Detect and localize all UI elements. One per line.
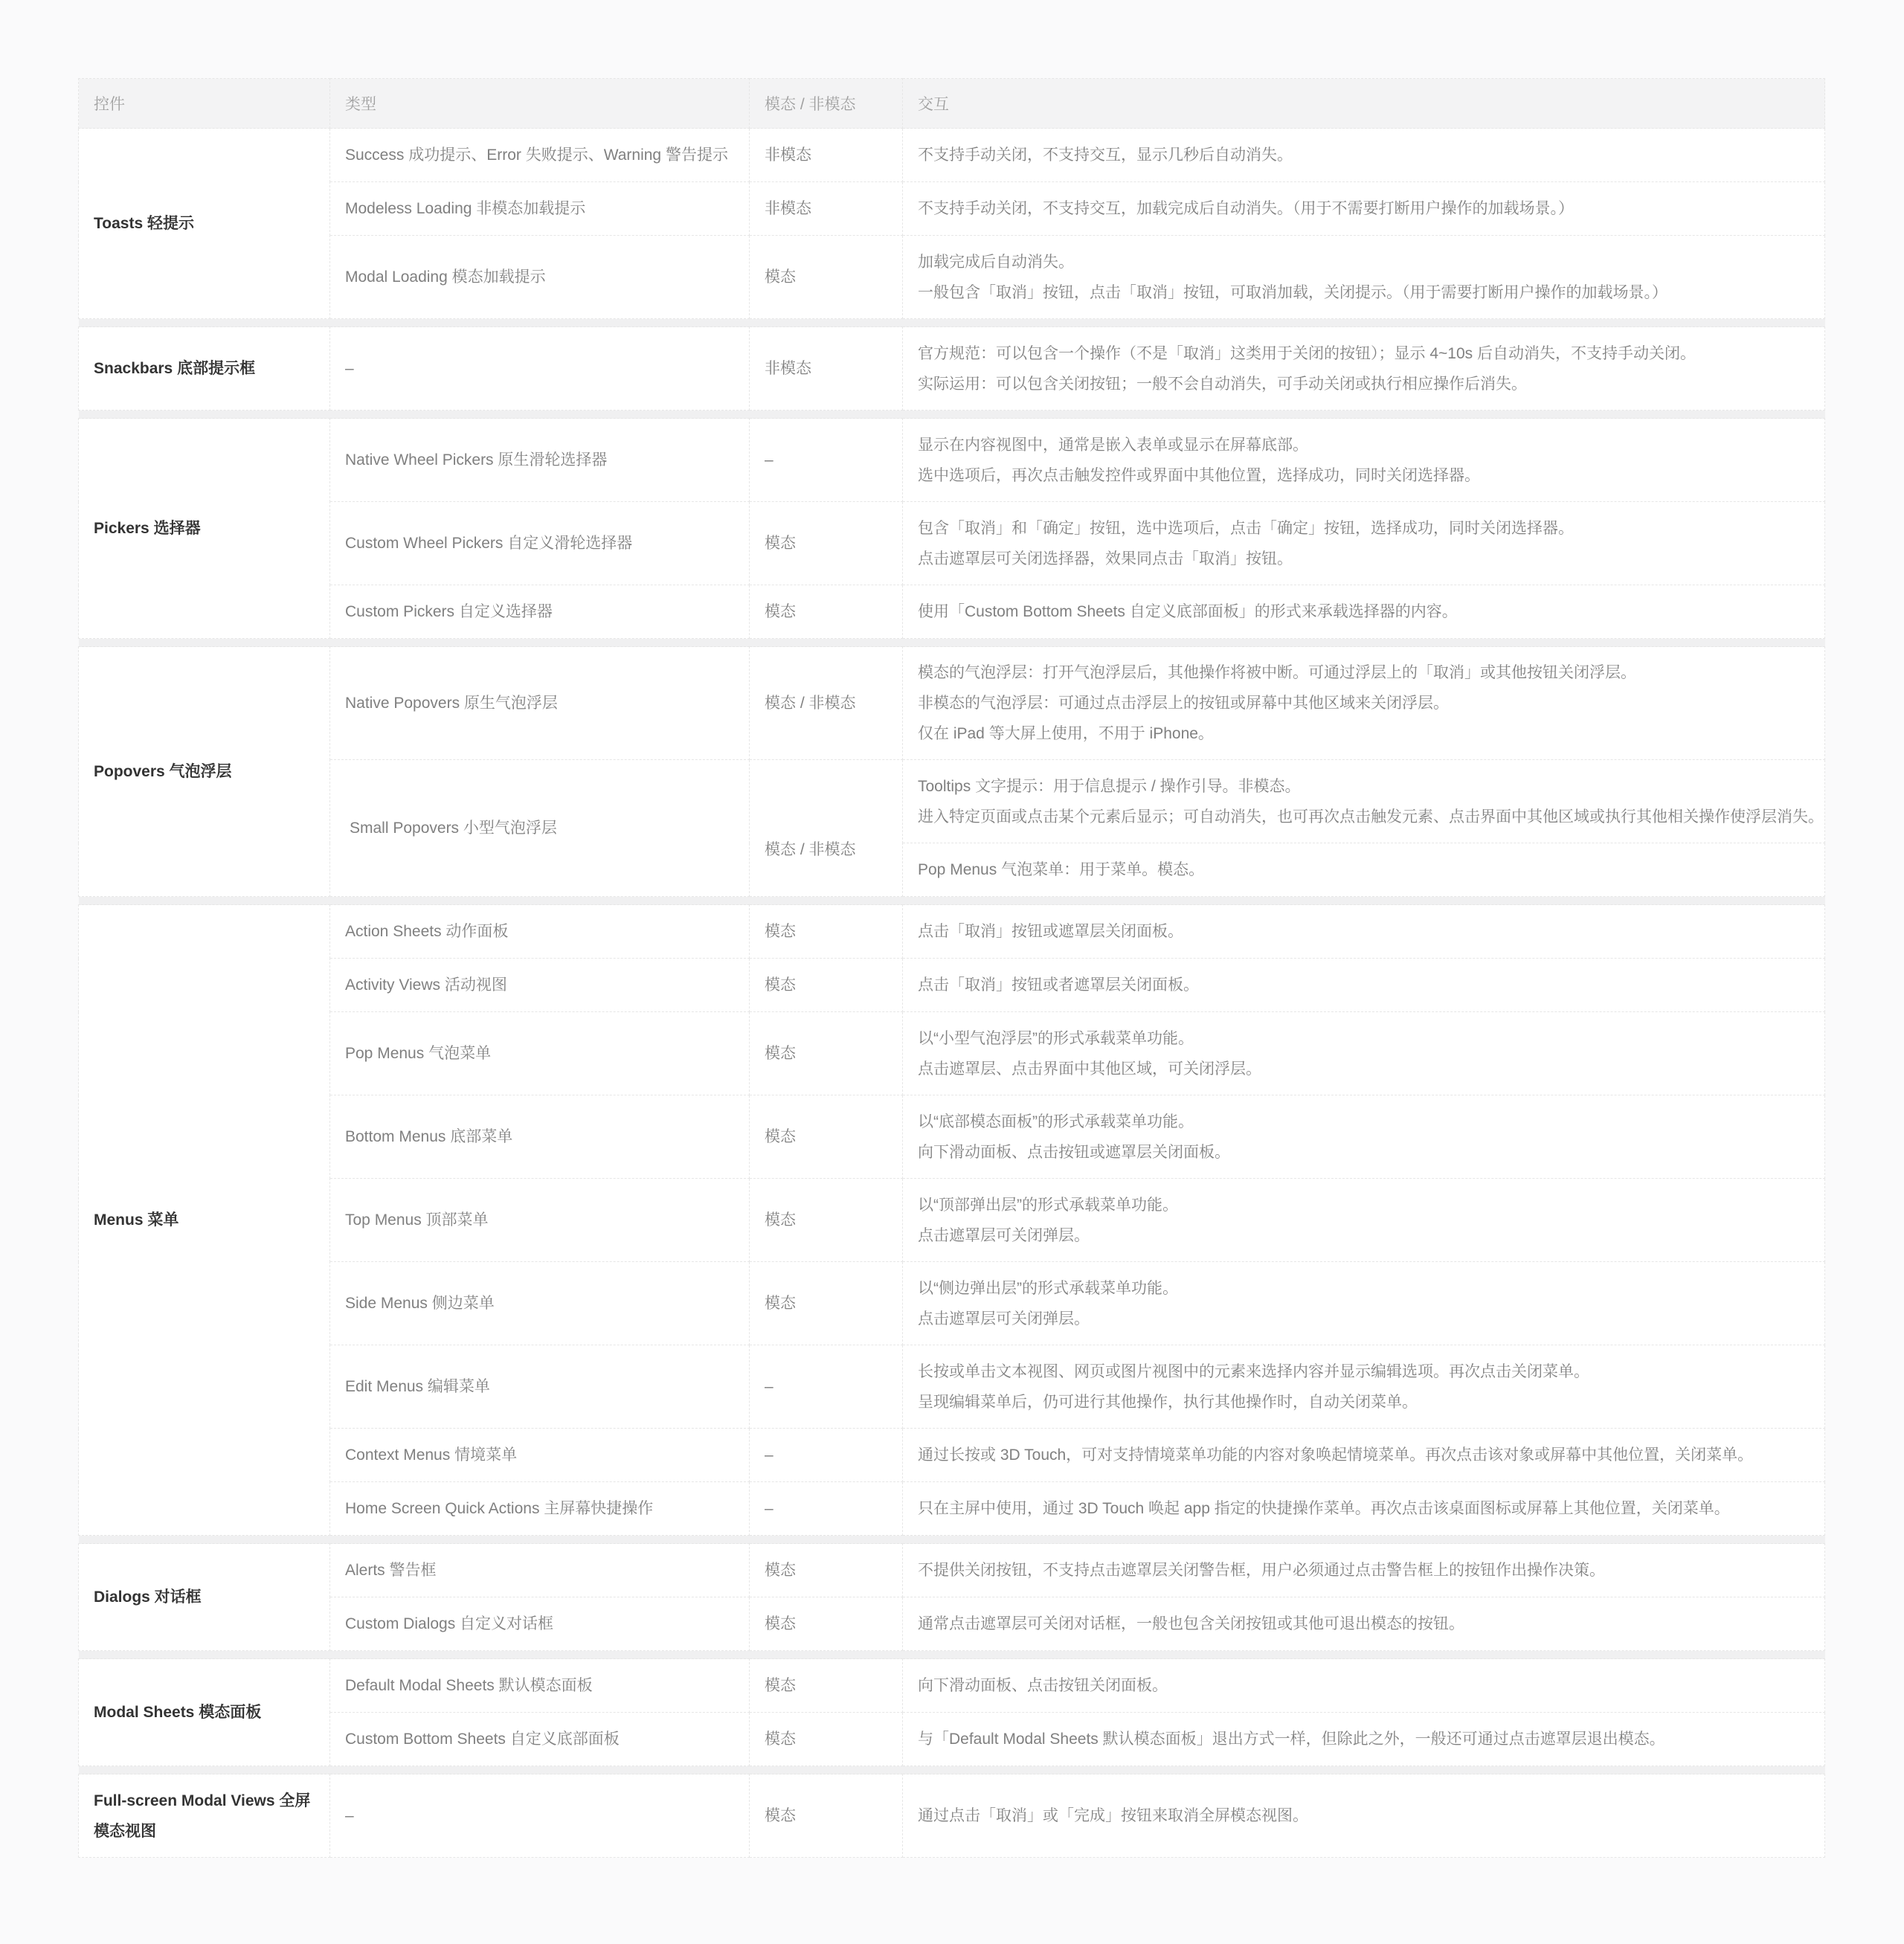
interaction-line: 进入特定页面或点击某个元素后显示；可自动消失，也可再次点击触发元素、点击界面中其他区域或执行其他相关操作使浮层消失。 <box>918 808 1824 825</box>
modality-cell: – <box>750 1429 903 1482</box>
modality-cell: 模态 <box>750 959 903 1012</box>
table-row <box>79 1345 1825 1429</box>
control-name-cell: Popovers 气泡浮层 <box>79 647 330 897</box>
type-cell: Context Menus 情境菜单 <box>330 1429 750 1482</box>
interaction-line: 非模态的气泡浮层：可通过点击浮层上的按钮或屏幕中其他区域来关闭浮层。 <box>918 695 1449 712</box>
type-cell: Pop Menus 气泡菜单 <box>330 1012 750 1095</box>
header-modality: 模态 / 非模态 <box>750 79 903 129</box>
table-row <box>79 502 1825 585</box>
control-name-cell: Full-screen Modal Views 全屏模态视图 <box>79 1774 330 1858</box>
interaction-cell <box>903 1345 1825 1429</box>
type-cell: Modal Loading 模态加载提示 <box>330 236 750 319</box>
modality-cell: – <box>750 1345 903 1429</box>
control-name-cell: Snackbars 底部提示框 <box>79 327 330 411</box>
type-cell: Edit Menus 编辑菜单 <box>330 1345 750 1429</box>
type-cell: Custom Wheel Pickers 自定义滑轮选择器 <box>330 502 750 585</box>
modality-cell: 模态 <box>750 1179 903 1262</box>
group-separator-cell <box>79 897 1825 905</box>
interaction-line: 以“侧边弹出层”的形式承载菜单功能。 <box>918 1279 1178 1297</box>
table-header-row <box>79 79 1825 129</box>
table-row <box>79 585 1825 639</box>
modality-cell: 模态 <box>750 1544 903 1597</box>
type-cell: Native Wheel Pickers 原生滑轮选择器 <box>330 419 750 502</box>
header-control: 控件 <box>79 79 330 129</box>
interaction-cell <box>903 327 1825 411</box>
interaction-line: 使用「Custom Bottom Sheets 自定义底部面板」的形式来承载选择器的内容。 <box>918 603 1458 620</box>
modality-cell: – <box>750 419 903 502</box>
interaction-line: 点击遮罩层可关闭弹层。 <box>918 1226 1090 1244</box>
group-separator-cell <box>79 1651 1825 1659</box>
interaction-line: 不支持手动关闭，不支持交互，显示几秒后自动消失。 <box>918 147 1293 164</box>
interaction-line: Tooltips 文字提示：用于信息提示 / 操作引导。非模态。 <box>918 777 1301 795</box>
group-separator <box>79 1536 1825 1544</box>
interaction-line: 官方规范：可以包含一个操作（不是「取消」这类用于关闭的按钮）；显示 4~10s 后自动消失，不支持手动关闭。 <box>918 344 1696 362</box>
interaction-line: 与「Default Modal Sheets 默认模态面板」退出方式一样，但除此之外，一般还可通过点击遮罩层退出模态。 <box>918 1731 1665 1748</box>
interaction-line: 向下滑动面板、点击按钮或遮罩层关闭面板。 <box>918 1143 1230 1161</box>
header-type: 类型 <box>330 79 750 129</box>
type-cell: Home Screen Quick Actions 主屏幕快捷操作 <box>330 1482 750 1536</box>
table-row <box>79 760 1825 843</box>
table-row <box>79 1659 1825 1713</box>
interaction-line: 不提供关闭按钮，不支持点击遮罩层关闭警告框，用户必须通过点击警告框上的按钮作出操作决策。 <box>918 1562 1605 1579</box>
interaction-cell <box>903 1179 1825 1262</box>
modality-cell: 模态 <box>750 905 903 959</box>
interaction-line: 点击遮罩层可关闭选择器，效果同点击「取消」按钮。 <box>918 550 1293 567</box>
table-row <box>79 129 1825 182</box>
interaction-line: 点击「取消」按钮或者遮罩层关闭面板。 <box>918 976 1199 994</box>
group-separator <box>79 897 1825 905</box>
group-separator <box>79 411 1825 419</box>
interaction-cell <box>903 843 1825 897</box>
table-row <box>79 182 1825 236</box>
interaction-cell <box>903 760 1825 843</box>
ui-controls-table <box>78 78 1825 1858</box>
modality-cell: 模态 <box>750 502 903 585</box>
type-cell: Small Popovers 小型气泡浮层 <box>330 760 750 897</box>
type-cell: Activity Views 活动视图 <box>330 959 750 1012</box>
interaction-cell <box>903 236 1825 319</box>
modality-cell: 模态 <box>750 1774 903 1858</box>
interaction-cell <box>903 959 1825 1012</box>
interaction-cell <box>903 1262 1825 1345</box>
control-name-cell: Pickers 选择器 <box>79 419 330 639</box>
type-cell: Custom Bottom Sheets 自定义底部面板 <box>330 1713 750 1766</box>
interaction-cell <box>903 502 1825 585</box>
modality-cell: 模态 <box>750 1713 903 1766</box>
table-row <box>79 327 1825 411</box>
interaction-line: 不支持手动关闭，不支持交互，加载完成后自动消失。（用于不需要打断用户操作的加载场景。） <box>918 200 1574 217</box>
interaction-line: 一般包含「取消」按钮，点击「取消」按钮，可取消加载，关闭提示。（用于需要打断用户操作的加载场景。） <box>918 283 1667 301</box>
interaction-line: 通过长按或 3D Touch，可对支持情境菜单功能的内容对象唤起情境菜单。再次点击该对象或屏幕中其他位置，关闭菜单。 <box>918 1446 1754 1464</box>
type-cell: Modeless Loading 非模态加载提示 <box>330 182 750 236</box>
modality-cell: 模态 / 非模态 <box>750 647 903 760</box>
interaction-line: 长按或单击文本视图、网页或图片视图中的元素来选择内容并显示编辑选项。再次点击关闭菜单。 <box>918 1362 1589 1380</box>
interaction-line: 以“小型气泡浮层”的形式承载菜单功能。 <box>918 1029 1194 1047</box>
group-separator-cell <box>79 411 1825 419</box>
modality-cell: 模态 <box>750 585 903 639</box>
interaction-line: 点击遮罩层、点击界面中其他区域，可关闭浮层。 <box>918 1060 1261 1078</box>
table-body <box>79 129 1825 1858</box>
modality-cell: 非模态 <box>750 129 903 182</box>
table-row <box>79 1482 1825 1536</box>
control-name-cell: Dialogs 对话框 <box>79 1544 330 1651</box>
interaction-line: 点击遮罩层可关闭弹层。 <box>918 1310 1090 1327</box>
group-separator-cell <box>79 319 1825 327</box>
interaction-cell <box>903 647 1825 760</box>
table-row <box>79 1774 1825 1858</box>
modality-cell: 模态 / 非模态 <box>750 760 903 897</box>
modality-cell: 非模态 <box>750 182 903 236</box>
group-separator <box>79 639 1825 647</box>
modality-cell: 模态 <box>750 1012 903 1095</box>
control-name-cell: Toasts 轻提示 <box>79 129 330 319</box>
table-row <box>79 1544 1825 1597</box>
interaction-cell <box>903 1713 1825 1766</box>
interaction-cell <box>903 182 1825 236</box>
interaction-cell <box>903 1095 1825 1179</box>
header-interaction: 交互 <box>903 79 1825 129</box>
control-name-cell: Modal Sheets 模态面板 <box>79 1659 330 1766</box>
table-row <box>79 647 1825 760</box>
interaction-cell <box>903 1659 1825 1713</box>
type-cell: Native Popovers 原生气泡浮层 <box>330 647 750 760</box>
interaction-line: 通常点击遮罩层可关闭对话框，一般也包含关闭按钮或其他可退出模态的按钮。 <box>918 1615 1464 1632</box>
table-row <box>79 1095 1825 1179</box>
interaction-cell <box>903 905 1825 959</box>
interaction-line: 显示在内容视图中，通常是嵌入表单或显示在屏幕底部。 <box>918 436 1308 454</box>
type-cell: Top Menus 顶部菜单 <box>330 1179 750 1262</box>
interaction-cell <box>903 1597 1825 1651</box>
interaction-line: 实际运用：可以包含关闭按钮；一般不会自动消失，可手动关闭或执行相应操作后消失。 <box>918 375 1527 393</box>
interaction-line: 模态的气泡浮层：打开气泡浮层后，其他操作将被中断。可通过浮层上的「取消」或其他按钮关闭浮层。 <box>918 664 1636 681</box>
type-cell: Success 成功提示、Error 失败提示、Warning 警告提示 <box>330 129 750 182</box>
type-cell: Alerts 警告框 <box>330 1544 750 1597</box>
table-row <box>79 1179 1825 1262</box>
interaction-line: 以“顶部弹出层”的形式承载菜单功能。 <box>918 1196 1178 1214</box>
interaction-cell <box>903 1482 1825 1536</box>
group-separator <box>79 1766 1825 1774</box>
ui-controls-table-container <box>78 78 1824 1858</box>
interaction-cell <box>903 1429 1825 1482</box>
group-separator <box>79 1651 1825 1659</box>
group-separator-cell <box>79 1536 1825 1544</box>
type-cell: – <box>330 327 750 411</box>
interaction-cell <box>903 1544 1825 1597</box>
interaction-line: 向下滑动面板、点击按钮关闭面板。 <box>918 1677 1168 1694</box>
interaction-line: 以“底部模态面板”的形式承载菜单功能。 <box>918 1113 1194 1130</box>
group-separator <box>79 319 1825 327</box>
type-cell: Bottom Menus 底部菜单 <box>330 1095 750 1179</box>
modality-cell: 模态 <box>750 1597 903 1651</box>
control-name-cell: Menus 菜单 <box>79 905 330 1536</box>
interaction-line: 包含「取消」和「确定」按钮，选中选项后，点击「确定」按钮，选择成功，同时关闭选择器。 <box>918 519 1574 537</box>
interaction-cell <box>903 1774 1825 1858</box>
table-row <box>79 905 1825 959</box>
table-row <box>79 1429 1825 1482</box>
modality-cell: 模态 <box>750 1095 903 1179</box>
interaction-cell <box>903 585 1825 639</box>
type-cell: Side Menus 侧边菜单 <box>330 1262 750 1345</box>
interaction-line: 呈现编辑菜单后，仍可进行其他操作，执行其他操作时，自动关闭菜单。 <box>918 1393 1418 1411</box>
interaction-cell <box>903 419 1825 502</box>
table-row <box>79 236 1825 319</box>
interaction-line: 通过点击「取消」或「完成」按钮来取消全屏模态视图。 <box>918 1807 1308 1824</box>
modality-cell: 模态 <box>750 1659 903 1713</box>
interaction-line: Pop Menus 气泡菜单：用于菜单。模态。 <box>918 861 1205 878</box>
interaction-cell <box>903 1012 1825 1095</box>
type-cell: Custom Dialogs 自定义对话框 <box>330 1597 750 1651</box>
interaction-line: 加载完成后自动消失。 <box>918 253 1074 271</box>
interaction-line: 只在主屏中使用，通过 3D Touch 唤起 app 指定的快捷操作菜单。再次点击该桌面图标或屏幕上其他位置，关闭菜单。 <box>918 1500 1730 1517</box>
table-row <box>79 1713 1825 1766</box>
type-cell: Action Sheets 动作面板 <box>330 905 750 959</box>
type-cell: Default Modal Sheets 默认模态面板 <box>330 1659 750 1713</box>
table-row <box>79 959 1825 1012</box>
modality-cell: – <box>750 1482 903 1536</box>
interaction-line: 选中选项后，再次点击触发控件或界面中其他位置，选择成功，同时关闭选择器。 <box>918 466 1480 484</box>
interaction-line: 点击「取消」按钮或遮罩层关闭面板。 <box>918 923 1183 940</box>
table-row <box>79 419 1825 502</box>
table-row <box>79 1262 1825 1345</box>
modality-cell: 非模态 <box>750 327 903 411</box>
modality-cell: 模态 <box>750 236 903 319</box>
type-cell: Custom Pickers 自定义选择器 <box>330 585 750 639</box>
interaction-cell <box>903 129 1825 182</box>
modality-cell: 模态 <box>750 1262 903 1345</box>
type-cell: – <box>330 1774 750 1858</box>
group-separator-cell <box>79 639 1825 647</box>
table-row <box>79 1012 1825 1095</box>
interaction-line: 仅在 iPad 等大屏上使用，不用于 iPhone。 <box>918 725 1214 742</box>
group-separator-cell <box>79 1766 1825 1774</box>
table-row <box>79 1597 1825 1651</box>
